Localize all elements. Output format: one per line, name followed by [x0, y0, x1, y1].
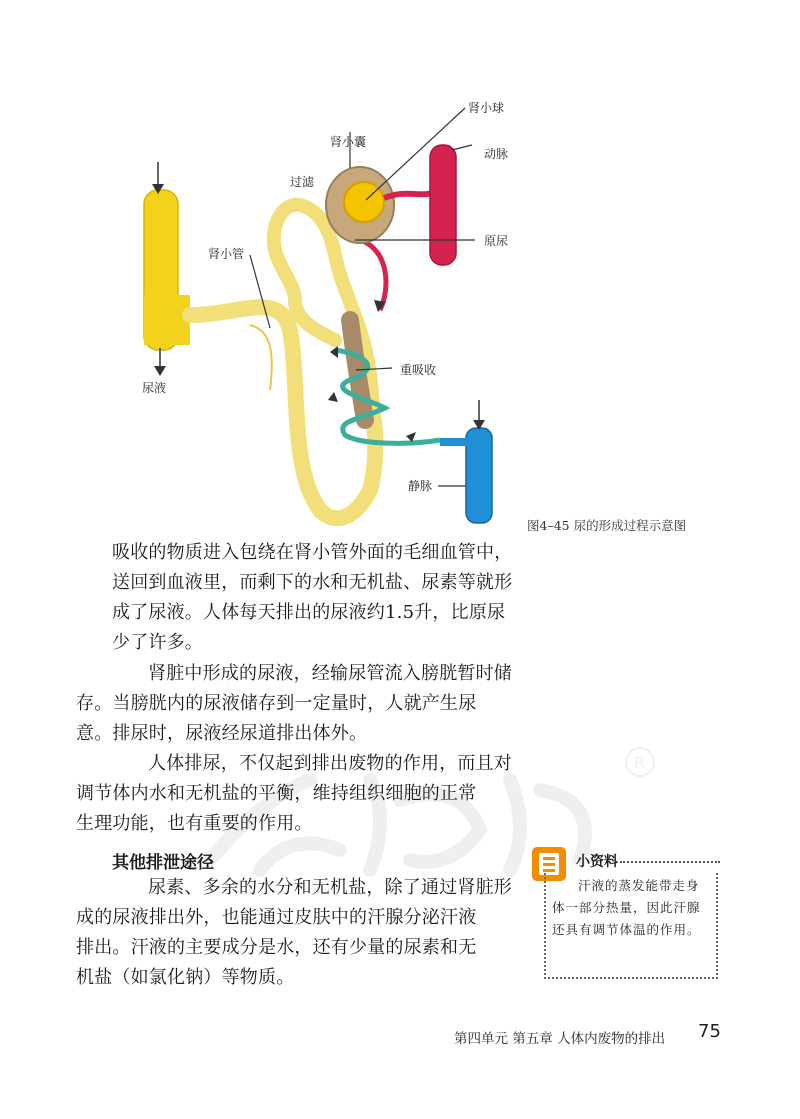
text-line: 成的尿液排出外，也能通过皮肤中的汗腺分泌汗液	[76, 907, 477, 928]
text-line: 吸收的物质进入包绕在肾小管外面的毛细血管中，	[112, 542, 513, 563]
text-line: 尿素、多余的水分和无机盐，除了通过肾脏形	[148, 877, 512, 898]
label-vein: 静脉	[408, 479, 433, 493]
label-renal-tubule: 肾小管	[208, 247, 245, 261]
text-line: 意。排尿时，尿液经尿道排出体外。	[76, 723, 368, 744]
info-sidebar	[530, 845, 730, 985]
sidebar-title: 小资料	[576, 854, 618, 870]
footer-chapter: 第四单元 第五章 人体内废物的排出	[454, 1031, 666, 1047]
svg-text:R: R	[634, 753, 646, 772]
label-primary-urine: 原尿	[484, 234, 509, 248]
text-line: 少了许多。	[112, 632, 203, 653]
label-glomerulus: 肾小球	[468, 101, 505, 115]
label-filtration: 过滤	[290, 175, 315, 189]
figure-caption: 图4–45 尿的形成过程示意图	[527, 518, 687, 533]
label-bowman-capsule: 肾小囊	[330, 135, 367, 149]
paragraph-1	[112, 538, 520, 658]
label-urine: 尿液	[142, 381, 167, 395]
paragraph-4	[76, 873, 520, 993]
paragraph-3	[76, 749, 520, 839]
page-number: 75	[698, 1021, 721, 1042]
urine-formation-diagram	[120, 90, 540, 530]
artery	[430, 145, 456, 265]
text-line: 调节体内水和无机盐的平衡，维持组织细胞的正常	[76, 783, 477, 804]
text-line: 送回到血液里，而剩下的水和无机盐、尿素等就形	[112, 572, 513, 593]
paragraph-2	[76, 659, 520, 749]
sidebar-divider	[620, 861, 720, 863]
text-line: 机盐（如氯化钠）等物质。	[76, 967, 295, 988]
text-line: 成了尿液。人体每天排出的尿液约1.5升，比原尿	[112, 602, 506, 623]
glomerulus	[344, 182, 384, 222]
text-line: 存。当膀胱内的尿液储存到一定量时，人就产生尿	[76, 693, 477, 714]
text-line: 生理功能，也有重要的作用。	[76, 813, 313, 834]
text-line: 人体排尿，不仅起到排出废物的作用，而且对	[148, 753, 512, 774]
text-line: 肾脏中形成的尿液，经输尿管流入膀胱暂时储	[148, 663, 512, 684]
label-reabsorption: 重吸收	[400, 363, 437, 377]
label-artery: 动脉	[484, 147, 509, 161]
text-line: 排出。汗液的主要成分是水，还有少量的尿素和无	[76, 937, 477, 958]
section-title: 其他排泄途径	[112, 853, 214, 873]
sidebar-text: 汗液的蒸发能带走身体一部分热量，因此汗腺还具有调节体温的作用。	[552, 878, 701, 937]
